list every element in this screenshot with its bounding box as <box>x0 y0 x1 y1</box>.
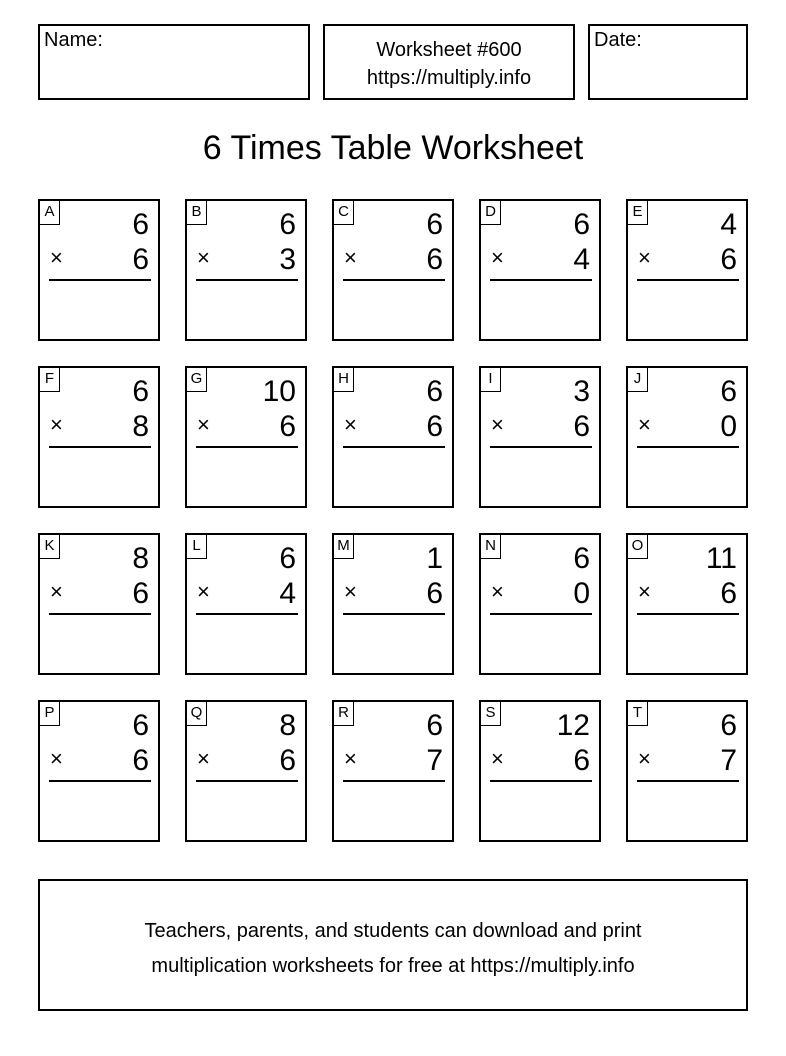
times-sign: × <box>50 412 63 437</box>
multiplier: 6 <box>132 577 149 610</box>
multiplicand: 6 <box>132 375 149 408</box>
problem-letter: P <box>40 702 60 726</box>
times-sign: × <box>491 245 504 270</box>
times-sign: × <box>197 245 210 270</box>
problem-letter: C <box>334 201 354 225</box>
answer-line <box>637 279 739 281</box>
problem-letter: M <box>334 535 354 559</box>
multiplicand: 12 <box>556 709 590 742</box>
multiplier: 6 <box>720 577 737 610</box>
multiplier: 6 <box>279 410 296 443</box>
worksheet-number: Worksheet #600 <box>376 39 522 61</box>
multiplicand: 10 <box>262 375 296 408</box>
times-sign: × <box>638 245 651 270</box>
problem-card <box>185 366 307 508</box>
multiplicand: 6 <box>132 709 149 742</box>
problem-letter: R <box>334 702 354 726</box>
answer-line <box>343 780 445 782</box>
problem-card <box>38 533 160 675</box>
times-sign: × <box>344 412 357 437</box>
multiplier: 0 <box>573 577 590 610</box>
multiplicand: 1 <box>426 542 443 575</box>
times-sign: × <box>344 245 357 270</box>
problem-card <box>38 199 160 341</box>
multiplicand: 6 <box>720 709 737 742</box>
answer-line <box>196 446 298 448</box>
problem-letter: O <box>628 535 648 559</box>
multiplier: 6 <box>573 744 590 777</box>
multiplier: 6 <box>426 243 443 276</box>
problem-card <box>479 533 601 675</box>
multiplier: 3 <box>279 243 296 276</box>
multiplicand: 6 <box>573 208 590 241</box>
multiplicand: 11 <box>705 542 737 575</box>
times-sign: × <box>491 746 504 771</box>
multiplier: 6 <box>426 577 443 610</box>
multiplier: 6 <box>720 243 737 276</box>
answer-line <box>637 446 739 448</box>
times-sign: × <box>344 746 357 771</box>
times-sign: × <box>197 579 210 604</box>
multiplier: 6 <box>279 744 296 777</box>
answer-line <box>637 780 739 782</box>
times-sign: × <box>50 746 63 771</box>
times-sign: × <box>638 746 651 771</box>
problem-card <box>626 533 748 675</box>
problem-card <box>332 366 454 508</box>
problem-card <box>332 199 454 341</box>
problem-card <box>185 533 307 675</box>
multiplicand: 8 <box>132 542 149 575</box>
worksheet-website: https://multiply.info <box>366 67 532 89</box>
problem-letter: N <box>481 535 501 559</box>
problem-card <box>332 533 454 675</box>
multiplicand: 6 <box>720 375 737 408</box>
multiplier: 4 <box>573 243 590 276</box>
times-sign: × <box>638 412 651 437</box>
problem-letter: I <box>481 368 501 392</box>
problem-letter: G <box>187 368 207 392</box>
problem-letter: E <box>628 201 648 225</box>
footer-box <box>38 879 748 1011</box>
problem-card <box>332 700 454 842</box>
problem-card <box>38 366 160 508</box>
multiplier: 7 <box>720 744 737 777</box>
multiplicand: 6 <box>279 208 296 241</box>
multiplicand: 4 <box>720 208 737 241</box>
times-sign: × <box>491 579 504 604</box>
problem-letter: F <box>40 368 60 392</box>
problem-letter: D <box>481 201 501 225</box>
answer-line <box>196 613 298 615</box>
multiplicand: 8 <box>279 709 296 742</box>
multiplier: 6 <box>426 410 443 443</box>
problem-letter: H <box>334 368 354 392</box>
answer-line <box>490 279 592 281</box>
problem-letter: T <box>628 702 648 726</box>
multiplier: 4 <box>279 577 296 610</box>
answer-line <box>343 613 445 615</box>
multiplicand: 6 <box>426 709 443 742</box>
problem-card <box>479 700 601 842</box>
page-title: 6 Times Table Worksheet <box>202 129 584 167</box>
answer-line <box>49 279 151 281</box>
times-sign: × <box>344 579 357 604</box>
footer-line-1: Teachers, parents, and students can download and print <box>144 920 642 942</box>
multiplicand: 6 <box>426 208 443 241</box>
multiplicand: 3 <box>573 375 590 408</box>
times-sign: × <box>50 579 63 604</box>
problem-card <box>626 700 748 842</box>
answer-line <box>637 613 739 615</box>
multiplicand: 6 <box>426 375 443 408</box>
multiplier: 0 <box>720 410 737 443</box>
problem-letter: K <box>40 535 60 559</box>
problem-letter: J <box>628 368 648 392</box>
multiplicand: 6 <box>279 542 296 575</box>
times-sign: × <box>197 412 210 437</box>
times-sign: × <box>197 746 210 771</box>
answer-line <box>196 780 298 782</box>
date-label: Date: <box>594 29 642 51</box>
name-label: Name: <box>44 29 103 51</box>
times-sign: × <box>638 579 651 604</box>
answer-line <box>196 279 298 281</box>
problem-card <box>479 366 601 508</box>
problem-letter: B <box>187 201 207 225</box>
answer-line <box>490 446 592 448</box>
footer-line-2: multiplication worksheets for free at https://multiply.info <box>151 955 635 977</box>
multiplier: 7 <box>426 744 443 777</box>
problem-card <box>626 366 748 508</box>
answer-line <box>49 613 151 615</box>
answer-line <box>343 279 445 281</box>
problem-card <box>38 700 160 842</box>
times-sign: × <box>491 412 504 437</box>
problem-card <box>185 700 307 842</box>
answer-line <box>49 446 151 448</box>
multiplicand: 6 <box>132 208 149 241</box>
problem-card <box>185 199 307 341</box>
answer-line <box>490 780 592 782</box>
problem-card <box>626 199 748 341</box>
problem-letter: L <box>187 535 207 559</box>
times-sign: × <box>50 245 63 270</box>
multiplier: 6 <box>132 744 149 777</box>
multiplier: 6 <box>132 243 149 276</box>
multiplier: 8 <box>132 410 149 443</box>
problem-letter: Q <box>187 702 207 726</box>
problem-letter: A <box>40 201 60 225</box>
multiplier: 6 <box>573 410 590 443</box>
problem-card <box>479 199 601 341</box>
problem-letter: S <box>481 702 501 726</box>
answer-line <box>343 446 445 448</box>
multiplicand: 6 <box>573 542 590 575</box>
answer-line <box>49 780 151 782</box>
answer-line <box>490 613 592 615</box>
